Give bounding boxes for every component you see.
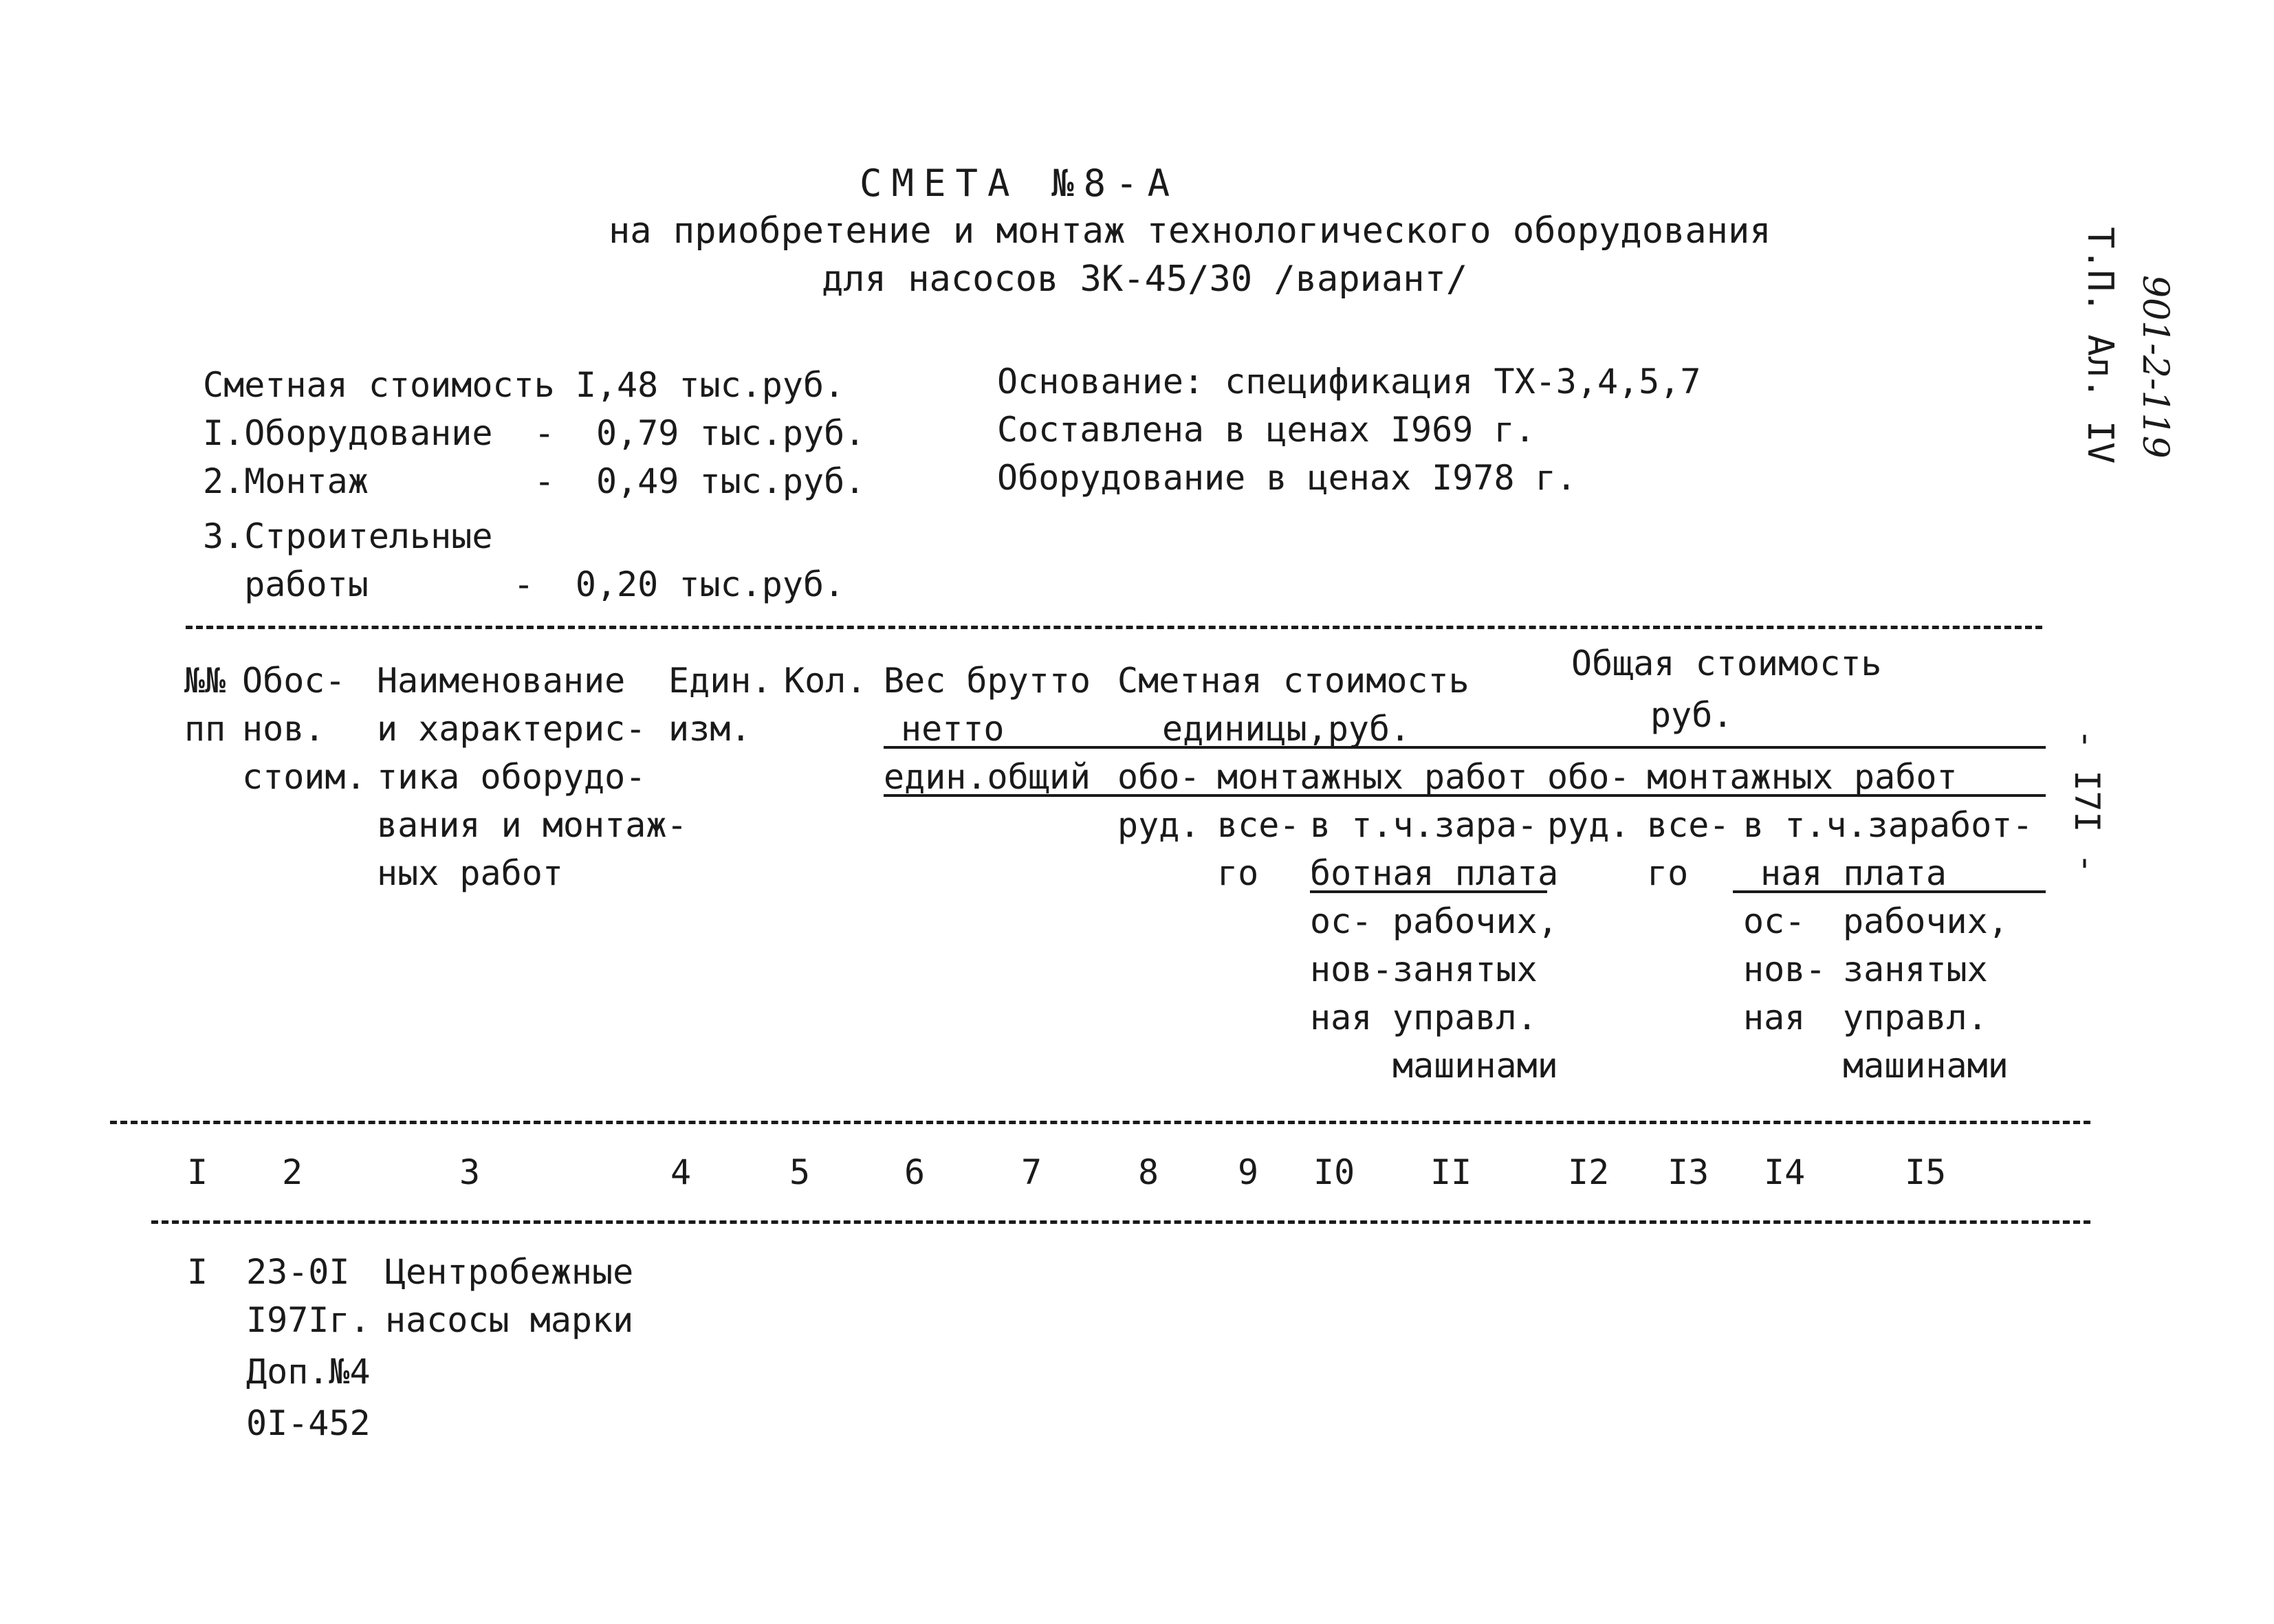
side-handwritten-number: 901-2-119 [2134,275,2176,459]
separator-top [186,626,2042,629]
col-number-8: 8 [1138,1152,1159,1192]
document-subtitle-1: на приобретение и монтаж технологического оборудования [609,210,1771,252]
col-number-7: 7 [1021,1152,1042,1192]
incl-b-head: ботная плата [1310,853,1559,893]
workers-a-head-4: машинами [1392,1046,1558,1086]
incl-a-head: в т.ч.зара- [1310,805,1538,845]
rule-unit-cost [884,746,2046,749]
cost-total: Сметная стоимость I,48 тыс.руб. [203,365,845,405]
row-name-1: Центробежные [385,1252,634,1292]
basic-b-head-1: ос- [1743,901,1806,941]
workers-b-head-1: рабочих, [1843,901,2009,941]
col2-head-1: Обос- [242,661,346,701]
mount-works-b-head: монтажных работ [1647,757,1958,797]
col-number-5: 5 [789,1152,811,1192]
col2-head-3: стоим. [242,757,367,797]
workers-b-head-4: машинами [1843,1046,2009,1086]
col-number-13: I3 [1668,1152,1709,1192]
col4-head-1: Един. [668,661,772,701]
col-number-14: I4 [1764,1152,1806,1192]
incl-c-head: в т.ч.заработ- [1743,805,2033,845]
document-title: СМЕТА №8-А [860,162,1180,205]
col5-head: Кол. [784,661,867,701]
col-number-4: 4 [670,1152,692,1192]
total-cost-head-2: руб. [1650,695,1734,735]
cost-equipment: I.Оборудование - 0,79 тыс.руб. [203,413,866,453]
col1-head-1: №№ [184,661,226,701]
col-number-10: I0 [1313,1152,1355,1192]
basic-a-head-2: нов- [1310,950,1393,989]
col-number-15: I5 [1905,1152,1947,1192]
equip-b-head-2: руд. [1547,805,1630,845]
equip-a-head-1: обо- [1117,757,1201,797]
row-basis-2: I97Iг. [246,1300,371,1340]
all-a-head-2: го [1217,853,1259,893]
total-cost-head-1: Общая стоимость [1571,644,1882,683]
col-number-12: I2 [1568,1152,1610,1192]
all-b-head-2: го [1647,853,1689,893]
col-number-11: II [1430,1152,1472,1192]
all-a-head-1: все- [1217,805,1300,845]
col-number-6: 6 [904,1152,926,1192]
weight-head-top: Вес брутто [884,661,1091,701]
weight-head-bottom: един.общий [884,757,1091,797]
workers-a-head-2: занятых [1392,950,1538,989]
col2-head-2: нов. [242,709,325,749]
col-number-9: 9 [1238,1152,1259,1192]
col4-head-2: изм. [668,709,752,749]
col-number-1: I [187,1152,208,1192]
col-number-3: 3 [459,1152,481,1192]
row-basis-4: 0I-452 [246,1403,371,1443]
col3-head-2: и характерис- [377,709,646,749]
basic-b-head-2: нов- [1743,950,1826,989]
basis-spec: Основание: спецификация ТХ-3,4,5,7 [997,362,1701,402]
basic-b-head-3: ная [1743,998,1806,1038]
weight-head-mid: нетто [901,709,1005,749]
separator-numbers-bottom [151,1220,2090,1224]
workers-a-head-3: управл. [1392,998,1538,1038]
mount-works-a-head: монтажных работ [1217,757,1528,797]
workers-b-head-2: занятых [1843,950,1988,989]
col3-head-3: тика оборудо- [377,757,646,797]
row-basis-1: 23-0I [246,1252,350,1292]
equip-a-head-2: руд. [1117,805,1201,845]
col-number-2: 2 [282,1152,303,1192]
all-b-head-1: все- [1647,805,1730,845]
equip-b-head-1: обо- [1547,757,1630,797]
col3-head-1: Наименование [377,661,626,701]
unit-cost-head-2: единицы,руб. [1162,709,1411,749]
cost-building-1: 3.Строительные [203,516,493,556]
col3-head-5: ных работ [377,853,563,893]
unit-cost-head-1: Сметная стоимость [1117,661,1469,701]
workers-a-head-1: рабочих, [1392,901,1558,941]
separator-head-bottom [110,1121,2090,1124]
basis-prices: Составлена в ценах I969 г. [997,410,1535,450]
basic-a-head-3: ная [1310,998,1373,1038]
side-page-number: - I7I - [2067,729,2107,874]
col1-head-2: пп [184,709,226,749]
incl-d-head: ная плата [1760,853,1947,893]
col3-head-4: вания и монтаж- [377,805,688,845]
basis-equipment-prices: Оборудование в ценах I978 г. [997,458,1577,498]
document-subtitle-2: для насосов ЗК-45/30 /вариант/ [822,259,1468,300]
row-basis-3: Доп.№4 [246,1352,371,1392]
row-number: I [187,1252,208,1292]
row-name-2: насосы марки [385,1300,634,1340]
cost-building-2: работы - 0,20 тыс.руб. [203,564,845,604]
workers-b-head-3: управл. [1843,998,1988,1038]
cost-mounting: 2.Монтаж - 0,49 тыс.руб. [203,461,866,501]
basic-a-head-1: ос- [1310,901,1373,941]
side-project-code: Т.П. Ал. IV [2079,227,2121,464]
